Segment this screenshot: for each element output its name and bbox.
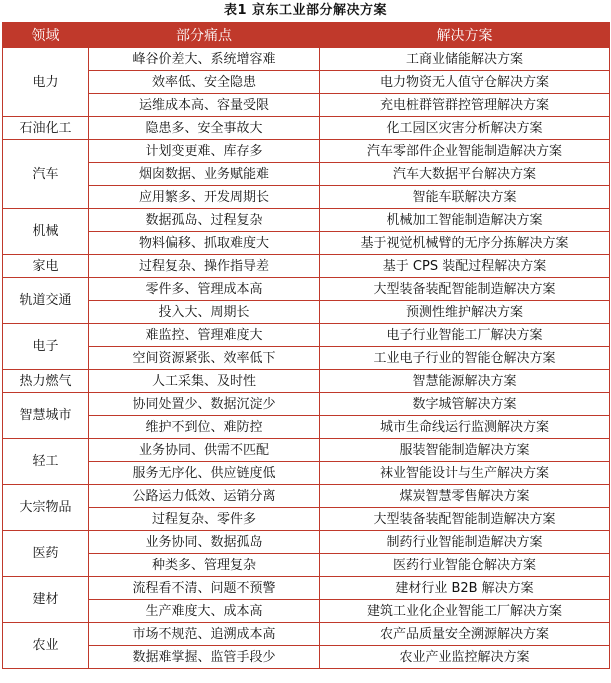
table-row xyxy=(3,48,610,71)
pain-point-cell: 种类多、管理复杂 xyxy=(89,554,320,577)
field-cell: 电力 xyxy=(3,48,89,117)
table-row xyxy=(3,462,610,485)
table-row xyxy=(3,255,610,278)
solution-cell: 电力物资无人值守仓解决方案 xyxy=(320,71,610,94)
pain-point-cell: 服务无序化、供应链度低 xyxy=(89,462,320,485)
pain-point-cell: 维护不到位、难防控 xyxy=(89,416,320,439)
pain-point-cell: 业务协同、供需不匹配 xyxy=(89,439,320,462)
field-cell: 家电 xyxy=(3,255,89,278)
solution-cell: 建筑工业化企业智能工厂解决方案 xyxy=(320,600,610,623)
header-field: 领域 xyxy=(3,23,89,48)
solution-cell: 服装智能制造解决方案 xyxy=(320,439,610,462)
solution-cell: 化工园区灾害分析解决方案 xyxy=(320,117,610,140)
table-row xyxy=(3,577,610,600)
pain-point-cell: 隐患多、安全事故大 xyxy=(89,117,320,140)
pain-point-cell: 流程看不清、问题不预警 xyxy=(89,577,320,600)
table-row xyxy=(3,416,610,439)
field-cell: 建材 xyxy=(3,577,89,623)
table-row xyxy=(3,71,610,94)
table-row xyxy=(3,209,610,232)
table-row xyxy=(3,370,610,393)
field-cell: 石油化工 xyxy=(3,117,89,140)
solution-cell: 建材行业 B2B 解决方案 xyxy=(320,577,610,600)
pain-point-cell: 市场不规范、追溯成本高 xyxy=(89,623,320,646)
solution-cell: 煤炭智慧零售解决方案 xyxy=(320,485,610,508)
solution-cell: 大型装备装配智能制造解决方案 xyxy=(320,508,610,531)
solution-cell: 预测性维护解决方案 xyxy=(320,301,610,324)
field-cell: 大宗物品 xyxy=(3,485,89,531)
table-row xyxy=(3,94,610,117)
table-row xyxy=(3,163,610,186)
table-row xyxy=(3,186,610,209)
pain-point-cell: 零件多、管理成本高 xyxy=(89,278,320,301)
pain-point-cell: 业务协同、数据孤岛 xyxy=(89,531,320,554)
field-cell: 智慧城市 xyxy=(3,393,89,439)
solution-cell: 农产品质量安全溯源解决方案 xyxy=(320,623,610,646)
field-cell: 医药 xyxy=(3,531,89,577)
table-row xyxy=(3,140,610,163)
table-row xyxy=(3,301,610,324)
header-solutions: 解决方案 xyxy=(320,23,610,48)
solution-cell: 数字城管解决方案 xyxy=(320,393,610,416)
field-cell: 机械 xyxy=(3,209,89,255)
solution-cell: 智能车联解决方案 xyxy=(320,186,610,209)
solution-cell: 城市生命线运行监测解决方案 xyxy=(320,416,610,439)
solution-cell: 工商业储能解决方案 xyxy=(320,48,610,71)
field-cell: 热力燃气 xyxy=(3,370,89,393)
field-cell: 电子 xyxy=(3,324,89,370)
solution-cell: 智慧能源解决方案 xyxy=(320,370,610,393)
table-row xyxy=(3,646,610,669)
table-row xyxy=(3,485,610,508)
pain-point-cell: 数据孤岛、过程复杂 xyxy=(89,209,320,232)
pain-point-cell: 空间资源紧张、效率低下 xyxy=(89,347,320,370)
field-cell: 轨道交通 xyxy=(3,278,89,324)
pain-point-cell: 过程复杂、操作指导差 xyxy=(89,255,320,278)
solution-cell: 汽车大数据平台解决方案 xyxy=(320,163,610,186)
table-row xyxy=(3,232,610,255)
table-row xyxy=(3,554,610,577)
pain-point-cell: 投入大、周期长 xyxy=(89,301,320,324)
table-body xyxy=(3,48,610,669)
table-row xyxy=(3,393,610,416)
pain-point-cell: 人工采集、及时性 xyxy=(89,370,320,393)
table-row xyxy=(3,439,610,462)
solution-cell: 基于 CPS 装配过程解决方案 xyxy=(320,255,610,278)
solution-cell: 充电桩群管群控管理解决方案 xyxy=(320,94,610,117)
pain-point-cell: 物料偏移、抓取难度大 xyxy=(89,232,320,255)
solution-cell: 工业电子行业的智能仓解决方案 xyxy=(320,347,610,370)
pain-point-cell: 峰谷价差大、系统增容难 xyxy=(89,48,320,71)
pain-point-cell: 应用繁多、开发周期长 xyxy=(89,186,320,209)
solution-cell: 机械加工智能制造解决方案 xyxy=(320,209,610,232)
table-row xyxy=(3,278,610,301)
pain-point-cell: 生产难度大、成本高 xyxy=(89,600,320,623)
solutions-table xyxy=(2,22,610,669)
pain-point-cell: 运维成本高、容量受限 xyxy=(89,94,320,117)
header-pain-points: 部分痛点 xyxy=(89,23,320,48)
pain-point-cell: 烟囱数据、业务赋能难 xyxy=(89,163,320,186)
field-cell: 轻工 xyxy=(3,439,89,485)
solution-cell: 电子行业智能工厂解决方案 xyxy=(320,324,610,347)
solution-cell: 大型装备装配智能制造解决方案 xyxy=(320,278,610,301)
pain-point-cell: 计划变更难、库存多 xyxy=(89,140,320,163)
table-row xyxy=(3,600,610,623)
table-row xyxy=(3,623,610,646)
solution-cell: 汽车零部件企业智能制造解决方案 xyxy=(320,140,610,163)
pain-point-cell: 协同处置少、数据沉淀少 xyxy=(89,393,320,416)
pain-point-cell: 过程复杂、零件多 xyxy=(89,508,320,531)
pain-point-cell: 难监控、管理难度大 xyxy=(89,324,320,347)
solution-cell: 基于视觉机械臂的无序分拣解决方案 xyxy=(320,232,610,255)
table-header-row xyxy=(3,23,610,48)
solution-cell: 袜业智能设计与生产解决方案 xyxy=(320,462,610,485)
solution-cell: 农业产业监控解决方案 xyxy=(320,646,610,669)
solution-cell: 制药行业智能制造解决方案 xyxy=(320,531,610,554)
pain-point-cell: 公路运力低效、运销分离 xyxy=(89,485,320,508)
table-row xyxy=(3,508,610,531)
table-row xyxy=(3,117,610,140)
pain-point-cell: 数据难掌握、监管手段少 xyxy=(89,646,320,669)
field-cell: 汽车 xyxy=(3,140,89,209)
table-row xyxy=(3,324,610,347)
table-row xyxy=(3,531,610,554)
table-row xyxy=(3,347,610,370)
pain-point-cell: 效率低、安全隐患 xyxy=(89,71,320,94)
solution-cell: 医药行业智能仓解决方案 xyxy=(320,554,610,577)
table-title: 表1 京东工业部分解决方案 xyxy=(223,3,388,18)
field-cell: 农业 xyxy=(3,623,89,669)
